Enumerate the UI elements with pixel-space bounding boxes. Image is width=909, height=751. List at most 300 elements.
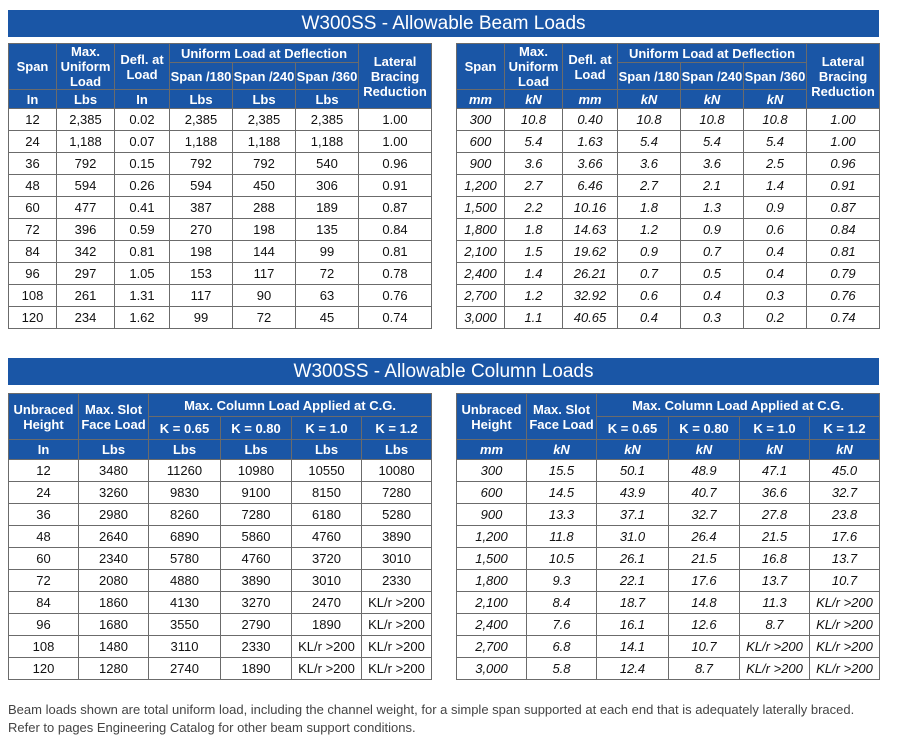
table-cell: 14.5 bbox=[527, 482, 597, 504]
table-cell: 900 bbox=[457, 153, 505, 175]
table-cell: 5.4 bbox=[681, 131, 744, 153]
table-cell: KL/r >200 bbox=[740, 658, 810, 680]
table-cell: 0.81 bbox=[115, 241, 170, 263]
table-cell: 90 bbox=[233, 285, 296, 307]
table-cell: 1.00 bbox=[807, 109, 880, 131]
header-max-uniform-load: Max. Uniform Load bbox=[505, 44, 563, 90]
unit-cell: kN bbox=[669, 440, 740, 460]
table-cell: 0.26 bbox=[115, 175, 170, 197]
table-cell: 120 bbox=[9, 307, 57, 329]
table-cell: 600 bbox=[457, 482, 527, 504]
table-cell: 189 bbox=[296, 197, 359, 219]
table-cell: 1,188 bbox=[170, 131, 233, 153]
header-max-column-load: Max. Column Load Applied at C.G. bbox=[149, 394, 432, 417]
table-row bbox=[457, 285, 880, 307]
table-cell: 0.9 bbox=[681, 219, 744, 241]
table-cell: 0.02 bbox=[115, 109, 170, 131]
table-cell: 0.76 bbox=[807, 285, 880, 307]
unit-cell: Lbs bbox=[79, 440, 149, 460]
table-cell: 4130 bbox=[149, 592, 221, 614]
table-cell: 1.1 bbox=[505, 307, 563, 329]
table-cell: 0.74 bbox=[359, 307, 432, 329]
table-row bbox=[457, 504, 880, 526]
table-row bbox=[457, 548, 880, 570]
unit-cell: kN bbox=[740, 440, 810, 460]
table-cell: 10.7 bbox=[669, 636, 740, 658]
table-cell: 792 bbox=[233, 153, 296, 175]
table-cell: 27.8 bbox=[740, 504, 810, 526]
table-cell: 0.91 bbox=[807, 175, 880, 197]
table-cell: 0.7 bbox=[618, 263, 681, 285]
table-cell: 297 bbox=[57, 263, 115, 285]
table-cell: KL/r >200 bbox=[362, 658, 432, 680]
table-cell: 2.7 bbox=[505, 175, 563, 197]
table-cell: 1280 bbox=[79, 658, 149, 680]
table-cell: 0.78 bbox=[359, 263, 432, 285]
table-row bbox=[9, 307, 432, 329]
table-cell: 5.4 bbox=[744, 131, 807, 153]
table-cell: 5780 bbox=[149, 548, 221, 570]
table-cell: 2.2 bbox=[505, 197, 563, 219]
table-cell: 60 bbox=[9, 548, 79, 570]
table-cell: 0.3 bbox=[744, 285, 807, 307]
header-k-0-80: K = 0.80 bbox=[221, 417, 292, 440]
table-cell: 18.7 bbox=[597, 592, 669, 614]
table-cell: 1.3 bbox=[681, 197, 744, 219]
table-cell: 10.8 bbox=[618, 109, 681, 131]
table-cell: 0.07 bbox=[115, 131, 170, 153]
table-cell: 7280 bbox=[362, 482, 432, 504]
table-cell: 144 bbox=[233, 241, 296, 263]
table-cell: 600 bbox=[457, 131, 505, 153]
table-cell: 9.3 bbox=[527, 570, 597, 592]
column-loads-title: W300SS - Allowable Column Loads bbox=[8, 358, 879, 385]
table-cell: 1.4 bbox=[505, 263, 563, 285]
unit-cell: mm bbox=[457, 440, 527, 460]
column-loads-imperial-table bbox=[8, 393, 432, 680]
table-row bbox=[457, 482, 880, 504]
table-cell: 36 bbox=[9, 153, 57, 175]
table-cell: 2,400 bbox=[457, 263, 505, 285]
table-cell: 1.5 bbox=[505, 241, 563, 263]
table-cell: 72 bbox=[233, 307, 296, 329]
table-cell: 8260 bbox=[149, 504, 221, 526]
table-cell: 3.6 bbox=[681, 153, 744, 175]
table-row bbox=[9, 504, 432, 526]
footnote-line-2: Refer to pages Engineering Catalog for other beam support conditions. bbox=[8, 720, 416, 735]
table-cell: 2330 bbox=[362, 570, 432, 592]
table-cell: 117 bbox=[170, 285, 233, 307]
table-cell: 108 bbox=[9, 636, 79, 658]
table-row bbox=[9, 482, 432, 504]
table-cell: 2640 bbox=[79, 526, 149, 548]
table-cell: 24 bbox=[9, 131, 57, 153]
table-row bbox=[9, 658, 432, 680]
table-cell: 48 bbox=[9, 526, 79, 548]
table-cell: 3,000 bbox=[457, 307, 505, 329]
table-cell: 0.4 bbox=[681, 285, 744, 307]
header-span-240: Span /240 bbox=[233, 63, 296, 90]
unit-cell: Lbs bbox=[292, 440, 362, 460]
table-cell: 72 bbox=[296, 263, 359, 285]
header-k-0-65: K = 0.65 bbox=[149, 417, 221, 440]
table-cell: 12 bbox=[9, 109, 57, 131]
table-cell: 1,800 bbox=[457, 570, 527, 592]
table-cell: 3,000 bbox=[457, 658, 527, 680]
table-cell: 387 bbox=[170, 197, 233, 219]
table-cell: 1,188 bbox=[57, 131, 115, 153]
table-row bbox=[9, 219, 432, 241]
table-cell: 17.6 bbox=[669, 570, 740, 592]
table-cell: 1.31 bbox=[115, 285, 170, 307]
table-cell: 594 bbox=[170, 175, 233, 197]
table-cell: 11.8 bbox=[527, 526, 597, 548]
unit-cell: kN bbox=[681, 90, 744, 109]
table-cell: 900 bbox=[457, 504, 527, 526]
table-row bbox=[457, 241, 880, 263]
header-defl-at-load: Defl. at Load bbox=[563, 44, 618, 90]
table-cell: 234 bbox=[57, 307, 115, 329]
table-cell: 8.7 bbox=[669, 658, 740, 680]
header-k-1-2: K = 1.2 bbox=[362, 417, 432, 440]
table-cell: 198 bbox=[233, 219, 296, 241]
table-cell: 11260 bbox=[149, 460, 221, 482]
table-cell: 0.74 bbox=[807, 307, 880, 329]
unit-cell: kN bbox=[505, 90, 563, 109]
table-cell: 99 bbox=[170, 307, 233, 329]
table-cell: 16.1 bbox=[597, 614, 669, 636]
table-cell: 2080 bbox=[79, 570, 149, 592]
table-cell: 96 bbox=[9, 263, 57, 285]
table-cell: 396 bbox=[57, 219, 115, 241]
table-row bbox=[9, 285, 432, 307]
table-cell: 2,400 bbox=[457, 614, 527, 636]
table-cell: 0.4 bbox=[744, 263, 807, 285]
table-cell: 0.87 bbox=[807, 197, 880, 219]
unit-cell: In bbox=[9, 440, 79, 460]
table-cell: 1.00 bbox=[359, 109, 432, 131]
header-lateral-bracing-reduction: Lateral Bracing Reduction bbox=[807, 44, 880, 109]
table-cell: 36.6 bbox=[740, 482, 810, 504]
table-cell: 14.8 bbox=[669, 592, 740, 614]
table-cell: 3890 bbox=[221, 570, 292, 592]
table-row bbox=[457, 175, 880, 197]
table-cell: KL/r >200 bbox=[292, 636, 362, 658]
header-uniform-load-at-deflection: Uniform Load at Deflection bbox=[618, 44, 807, 63]
table-cell: 306 bbox=[296, 175, 359, 197]
unit-cell: mm bbox=[457, 90, 505, 109]
table-cell: 5860 bbox=[221, 526, 292, 548]
beam-loads-metric-table bbox=[456, 43, 880, 329]
table-cell: 6.46 bbox=[563, 175, 618, 197]
table-cell: 450 bbox=[233, 175, 296, 197]
table-cell: 135 bbox=[296, 219, 359, 241]
table-row bbox=[9, 131, 432, 153]
table-cell: 10980 bbox=[221, 460, 292, 482]
table-cell: KL/r >200 bbox=[362, 592, 432, 614]
table-row bbox=[9, 460, 432, 482]
table-cell: KL/r >200 bbox=[810, 592, 880, 614]
table-row bbox=[9, 197, 432, 219]
unit-cell: Lbs bbox=[362, 440, 432, 460]
table-cell: 17.6 bbox=[810, 526, 880, 548]
table-cell: 2330 bbox=[221, 636, 292, 658]
table-cell: 198 bbox=[170, 241, 233, 263]
table-cell: 0.96 bbox=[359, 153, 432, 175]
header-span: Span bbox=[457, 44, 505, 90]
table-cell: 10.8 bbox=[744, 109, 807, 131]
table-cell: 8150 bbox=[292, 482, 362, 504]
header-max-uniform-load: Max. Uniform Load bbox=[57, 44, 115, 90]
table-cell: 0.96 bbox=[807, 153, 880, 175]
table-cell: 2,100 bbox=[457, 592, 527, 614]
table-cell: 36 bbox=[9, 504, 79, 526]
footnote bbox=[8, 701, 908, 737]
unit-cell: kN bbox=[527, 440, 597, 460]
table-row bbox=[457, 153, 880, 175]
table-row bbox=[9, 153, 432, 175]
table-cell: 12 bbox=[9, 460, 79, 482]
table-cell: 594 bbox=[57, 175, 115, 197]
table-cell: KL/r >200 bbox=[810, 614, 880, 636]
table-cell: 2,700 bbox=[457, 636, 527, 658]
table-cell: 1890 bbox=[292, 614, 362, 636]
table-row bbox=[457, 197, 880, 219]
header-k-0-65: K = 0.65 bbox=[597, 417, 669, 440]
table-cell: 96 bbox=[9, 614, 79, 636]
table-cell: 26.21 bbox=[563, 263, 618, 285]
unit-cell: In bbox=[9, 90, 57, 109]
table-cell: 1.8 bbox=[505, 219, 563, 241]
table-cell: 0.81 bbox=[807, 241, 880, 263]
table-cell: 13.7 bbox=[740, 570, 810, 592]
unit-cell: Lbs bbox=[221, 440, 292, 460]
table-cell: 7.6 bbox=[527, 614, 597, 636]
table-cell: 261 bbox=[57, 285, 115, 307]
table-cell: KL/r >200 bbox=[292, 658, 362, 680]
table-cell: 3270 bbox=[221, 592, 292, 614]
table-row bbox=[9, 614, 432, 636]
table-cell: 3010 bbox=[362, 548, 432, 570]
table-cell: 13.3 bbox=[527, 504, 597, 526]
table-cell: 40.7 bbox=[669, 482, 740, 504]
table-cell: 6890 bbox=[149, 526, 221, 548]
header-span-180: Span /180 bbox=[170, 63, 233, 90]
table-cell: 0.6 bbox=[744, 219, 807, 241]
header-uniform-load-at-deflection: Uniform Load at Deflection bbox=[170, 44, 359, 63]
table-cell: 45.0 bbox=[810, 460, 880, 482]
table-row bbox=[9, 175, 432, 197]
table-row bbox=[457, 658, 880, 680]
table-cell: 10550 bbox=[292, 460, 362, 482]
table-row bbox=[9, 263, 432, 285]
table-cell: 1.2 bbox=[618, 219, 681, 241]
table-cell: 22.1 bbox=[597, 570, 669, 592]
table-cell: 1.4 bbox=[744, 175, 807, 197]
table-cell: 1.63 bbox=[563, 131, 618, 153]
header-k-0-80: K = 0.80 bbox=[669, 417, 740, 440]
table-cell: 32.7 bbox=[810, 482, 880, 504]
footnote-line-1: Beam loads shown are total uniform load, including the channel weight, for a simple span supported at each end that is adequately laterally braced. bbox=[8, 702, 855, 717]
table-cell: 10.8 bbox=[505, 109, 563, 131]
table-cell: 0.41 bbox=[115, 197, 170, 219]
table-cell: 0.5 bbox=[681, 263, 744, 285]
table-cell: 10.7 bbox=[810, 570, 880, 592]
table-cell: KL/r >200 bbox=[740, 636, 810, 658]
header-k-1-2: K = 1.2 bbox=[810, 417, 880, 440]
table-cell: 13.7 bbox=[810, 548, 880, 570]
table-cell: 477 bbox=[57, 197, 115, 219]
unit-cell: kN bbox=[744, 90, 807, 109]
table-cell: 72 bbox=[9, 570, 79, 592]
table-cell: 1,500 bbox=[457, 197, 505, 219]
unit-cell: kN bbox=[618, 90, 681, 109]
header-span: Span bbox=[9, 44, 57, 90]
table-cell: 0.4 bbox=[744, 241, 807, 263]
header-span-360: Span /360 bbox=[296, 63, 359, 90]
unit-cell: kN bbox=[810, 440, 880, 460]
table-cell: 47.1 bbox=[740, 460, 810, 482]
table-cell: 0.6 bbox=[618, 285, 681, 307]
table-cell: KL/r >200 bbox=[810, 658, 880, 680]
table-cell: 2980 bbox=[79, 504, 149, 526]
header-defl-at-load: Defl. at Load bbox=[115, 44, 170, 90]
header-span-180: Span /180 bbox=[618, 63, 681, 90]
table-cell: 1480 bbox=[79, 636, 149, 658]
table-cell: 31.0 bbox=[597, 526, 669, 548]
table-cell: 153 bbox=[170, 263, 233, 285]
unit-cell: Lbs bbox=[233, 90, 296, 109]
table-cell: 2,700 bbox=[457, 285, 505, 307]
table-cell: 9830 bbox=[149, 482, 221, 504]
table-cell: 19.62 bbox=[563, 241, 618, 263]
table-cell: 1,188 bbox=[233, 131, 296, 153]
table-cell: 270 bbox=[170, 219, 233, 241]
table-cell: 0.7 bbox=[681, 241, 744, 263]
table-cell: 63 bbox=[296, 285, 359, 307]
table-cell: 0.79 bbox=[807, 263, 880, 285]
table-cell: 1,200 bbox=[457, 526, 527, 548]
table-cell: 0.9 bbox=[744, 197, 807, 219]
table-cell: 0.76 bbox=[359, 285, 432, 307]
table-cell: KL/r >200 bbox=[810, 636, 880, 658]
table-cell: 0.40 bbox=[563, 109, 618, 131]
table-cell: 3890 bbox=[362, 526, 432, 548]
table-cell: 21.5 bbox=[740, 526, 810, 548]
table-cell: 117 bbox=[233, 263, 296, 285]
table-cell: 72 bbox=[9, 219, 57, 241]
table-cell: 4880 bbox=[149, 570, 221, 592]
table-cell: 0.91 bbox=[359, 175, 432, 197]
table-cell: 1.00 bbox=[359, 131, 432, 153]
header-k-1-0: K = 1.0 bbox=[740, 417, 810, 440]
table-cell: 5.4 bbox=[505, 131, 563, 153]
unit-cell: Lbs bbox=[170, 90, 233, 109]
table-cell: 108 bbox=[9, 285, 57, 307]
table-cell: 300 bbox=[457, 460, 527, 482]
table-cell: 1.00 bbox=[807, 131, 880, 153]
table-cell: 24 bbox=[9, 482, 79, 504]
table-cell: 32.92 bbox=[563, 285, 618, 307]
table-cell: 32.7 bbox=[669, 504, 740, 526]
table-cell: 21.5 bbox=[669, 548, 740, 570]
table-cell: 4760 bbox=[292, 526, 362, 548]
table-cell: 3480 bbox=[79, 460, 149, 482]
table-cell: 1.62 bbox=[115, 307, 170, 329]
table-row bbox=[9, 570, 432, 592]
table-cell: 37.1 bbox=[597, 504, 669, 526]
table-cell: 84 bbox=[9, 592, 79, 614]
table-row bbox=[9, 592, 432, 614]
table-cell: 2,385 bbox=[233, 109, 296, 131]
unit-cell: Lbs bbox=[57, 90, 115, 109]
table-cell: 40.65 bbox=[563, 307, 618, 329]
table-row bbox=[9, 109, 432, 131]
table-cell: 0.9 bbox=[618, 241, 681, 263]
table-row bbox=[457, 614, 880, 636]
table-cell: 1.2 bbox=[505, 285, 563, 307]
table-cell: 16.8 bbox=[740, 548, 810, 570]
table-cell: 45 bbox=[296, 307, 359, 329]
table-cell: 2,385 bbox=[57, 109, 115, 131]
table-cell: 8.4 bbox=[527, 592, 597, 614]
table-cell: 60 bbox=[9, 197, 57, 219]
unit-cell: In bbox=[115, 90, 170, 109]
table-cell: 2.7 bbox=[618, 175, 681, 197]
table-cell: 2470 bbox=[292, 592, 362, 614]
table-cell: 0.3 bbox=[681, 307, 744, 329]
table-cell: 3550 bbox=[149, 614, 221, 636]
table-row bbox=[9, 548, 432, 570]
table-row bbox=[457, 109, 880, 131]
table-cell: 1860 bbox=[79, 592, 149, 614]
table-cell: 1,200 bbox=[457, 175, 505, 197]
table-cell: 10.5 bbox=[527, 548, 597, 570]
table-cell: 4760 bbox=[221, 548, 292, 570]
table-cell: 3010 bbox=[292, 570, 362, 592]
table-cell: 10.16 bbox=[563, 197, 618, 219]
header-unbraced-height: Unbraced Height bbox=[9, 394, 79, 440]
table-cell: 0.2 bbox=[744, 307, 807, 329]
table-cell: 2340 bbox=[79, 548, 149, 570]
header-span-360: Span /360 bbox=[744, 63, 807, 90]
table-cell: 2.5 bbox=[744, 153, 807, 175]
table-cell: 5.4 bbox=[618, 131, 681, 153]
table-cell: 1,500 bbox=[457, 548, 527, 570]
table-cell: 2.1 bbox=[681, 175, 744, 197]
table-cell: 10080 bbox=[362, 460, 432, 482]
header-max-slot-face-load: Max. Slot Face Load bbox=[79, 394, 149, 440]
table-cell: 84 bbox=[9, 241, 57, 263]
table-cell: 6180 bbox=[292, 504, 362, 526]
table-row bbox=[457, 131, 880, 153]
table-cell: 2790 bbox=[221, 614, 292, 636]
table-cell: 8.7 bbox=[740, 614, 810, 636]
table-cell: 120 bbox=[9, 658, 79, 680]
unit-cell: mm bbox=[563, 90, 618, 109]
table-cell: 3.6 bbox=[505, 153, 563, 175]
header-k-1-0: K = 1.0 bbox=[292, 417, 362, 440]
unit-cell: Lbs bbox=[149, 440, 221, 460]
table-row bbox=[9, 526, 432, 548]
column-loads-metric-table bbox=[456, 393, 880, 680]
table-cell: 2740 bbox=[149, 658, 221, 680]
table-cell: 0.81 bbox=[359, 241, 432, 263]
beam-loads-imperial-table bbox=[8, 43, 432, 329]
table-cell: 540 bbox=[296, 153, 359, 175]
table-cell: 43.9 bbox=[597, 482, 669, 504]
table-cell: 1680 bbox=[79, 614, 149, 636]
